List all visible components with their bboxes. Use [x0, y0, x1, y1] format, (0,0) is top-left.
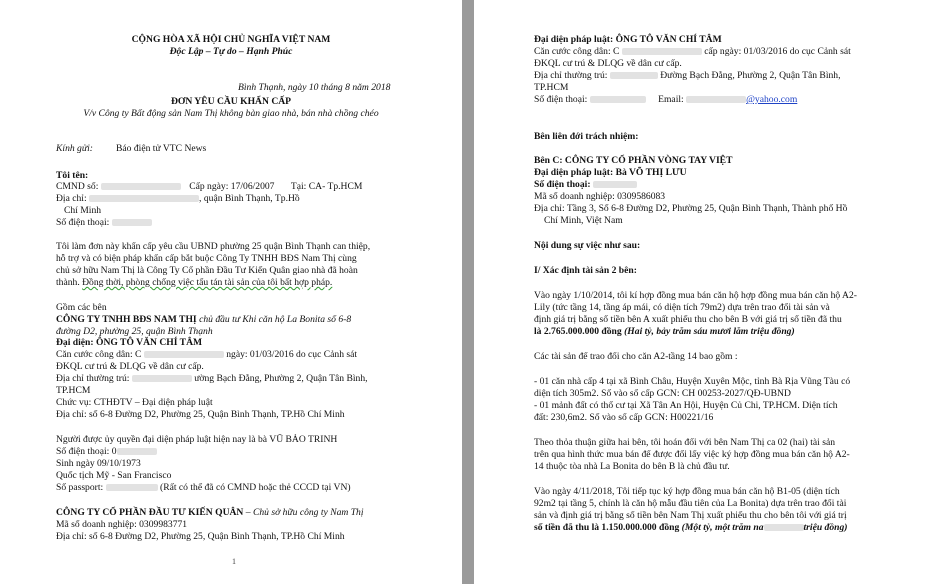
document-title: ĐƠN YÊU CẦU KHẨN CẤP: [170, 96, 292, 107]
paragraph-line: hỗ trợ và có biện pháp khẩn cấp bắt buộc Công Ty TNHH BĐS Nam Thị cùng: [56, 253, 357, 264]
phone-line-2: Số điện thoại: 0: [56, 446, 157, 458]
paragraph-line: chủ sở hữu Nam Thị là Công Ty Cổ phần Đầu Tư Kiến Quân giao nhà đã hoàn: [56, 265, 358, 276]
company-nam-thi: CÔNG TY TNHH BĐS NAM THỊ chủ đầu tư Khi căn hộ La Bonita số 6-8: [56, 314, 352, 325]
email-link[interactable]: @yahoo.com: [746, 94, 798, 105]
paragraph-line: - 01 căn nhà cấp 4 tại xã Bình Châu, Huyện Xuyên Mộc, tỉnh Bà Rịa Vũng Tàu có: [534, 376, 851, 387]
paragraph-line: Các tài sản để trao đổi cho căn A2-tầng 14 bao gồm :: [534, 351, 738, 362]
paragraph-line: đất: 230,6m2. Số vào sổ cấp GCN: H00221/16: [534, 412, 714, 423]
paragraph-line: Tôi làm đơn này khẩn cấp yêu cầu UBND phường 25 quận Bình Thạnh can thiệp,: [56, 241, 371, 252]
citizen-id-line: Căn cước công dân: C cấp ngày: 01/03/2016 do cục Cảnh sát: [534, 46, 851, 57]
business-code-line: Mã số doanh nghiệp: 0309983771: [56, 519, 188, 530]
id-card-line: CMND số: Cấp ngày: 17/06/2007 Tại: CA- Tp.HCM: [56, 181, 363, 192]
paragraph-line: diện tích 305m2. Số vào sổ cấp GCN: CH 00253-2027/QĐ-UBND: [534, 388, 791, 399]
redacted-phone: [590, 96, 646, 103]
address-line: Địa chỉ: , quận Bình Thạnh, Tp.Hồ: [56, 193, 300, 204]
redacted-phone: [112, 219, 152, 226]
authorized-person-line: Người được ủy quyền đại diện pháp luật hiện nay là bà VŨ BẢO TRINH: [56, 434, 338, 445]
issuer-line: ĐKQL cư trú & DLQG về dân cư cấp.: [534, 58, 682, 69]
redacted-email: [686, 96, 746, 103]
liable-party-heading: Bên liên đới trách nhiệm:: [534, 131, 639, 142]
paragraph-line: thành. Đồng thời, phòng chống việc tẩu tán tài sản của tôi bất hợp pháp.: [56, 277, 333, 288]
document-subject: V/v Công ty Bất động sản Nam Thị không bàn giao nhà, bán nhà chồng chéo: [83, 108, 379, 119]
redacted-phone: [117, 448, 157, 455]
paragraph-line: Theo thỏa thuận giữa hai bên, tôi hoán đổi với bên Nam Thị ca 02 (hai) tài sản: [534, 437, 836, 448]
birth-date-line: Sinh ngày 09/10/1973: [56, 458, 141, 469]
permanent-address-line: Địa chỉ thường trú: Đường Bạch Đằng, Phường 2, Quận Tân Bình,: [534, 70, 841, 81]
document-date: Bình Thạnh, ngày 10 tháng 8 năm 2018: [238, 82, 391, 93]
redacted-address: [89, 195, 199, 202]
company-address-line: Địa chỉ: số 6-8 Đường D2, Phường 25, Quận Bình Thạnh, TP.Hồ Chí Minh: [56, 409, 345, 420]
paragraph-line: Vào ngày 1/10/2014, tôi kí hợp đồng mua bán căn hộ hợp đồng mua bán căn hộ A2-: [534, 290, 857, 301]
document-page-left: [0, 0, 462, 584]
document-page-right: [474, 0, 940, 584]
paragraph-line: là 2.765.000.000 đồng (Hai tỷ, bảy trăm sáu mươi lăm triệu đồng): [534, 326, 795, 337]
paragraph-line: Lily (tức tầng 14, tầng áp mái, có diện tích 79m2) dựa trên trao đổi tài sản và: [534, 302, 830, 313]
paragraph-line: 92m2 tại tầng 5, chính là căn hộ mẫu đầu tiên của La Bonita) dựa trên trao đổi tài: [534, 498, 847, 509]
party-c-address-2: Chí Minh, Việt Nam: [544, 215, 623, 226]
paragraph-line: Vào ngày 4/11/2018, Tôi tiếp tục ký hợp đồng mua bán căn hộ B1-05 (diện tích: [534, 486, 840, 497]
representative-line: Đại diện: ÔNG TÔ VĂN CHÍ TÂM: [56, 337, 203, 348]
city-line: TP.HCM: [56, 385, 91, 396]
paragraph-line: - 01 mảnh đất có thổ cư tại Xã Tân An Hội, Huyện Củ Chi, TP.HCM. Diện tích: [534, 400, 838, 411]
redacted-text: [764, 524, 804, 531]
paragraph-line: sản và định giá trị bằng số tiền bên Nam Thị xuất phiếu thu cho bên tôi với giá trị: [534, 510, 847, 521]
page-number: 1: [232, 557, 236, 566]
party-c-phone: Số điện thoại:: [534, 179, 637, 191]
business-code-line: Mã số doanh nghiệp: 0309586083: [534, 191, 666, 202]
phone-line: Số điện thoại:: [56, 217, 152, 229]
redacted-phone: [593, 181, 637, 188]
paragraph-line: số tiền đã thu là 1.150.000.000 đồng (Một tỷ, một trăm na triệu đồng): [534, 522, 848, 533]
kien-quan-address-line: Địa chỉ: số 6-8 Đường D2, Phường 25, Quận Bình Thạnh, TP.Hồ Chí Minh: [56, 531, 345, 542]
company-nam-thi-address: đường D2, phường 25, quận Bình Thạnh: [56, 326, 213, 337]
redacted-street: [132, 375, 192, 382]
citizen-id-line: Căn cước công dân: C ngày: 01/03/2016 do cục Cảnh sát: [56, 349, 358, 360]
position-line: Chức vụ: CTHĐTV – Đại diện pháp luật: [56, 397, 213, 408]
contact-line: Số điện thoại: Email: @yahoo.com: [534, 94, 798, 105]
name-label: Tôi tên:: [56, 170, 89, 181]
city-line: TP.HCM: [534, 82, 569, 93]
redacted-passport: [106, 484, 158, 491]
redacted-citizen-id: [144, 351, 224, 358]
recipient-label: Kính gửi:: [56, 143, 93, 154]
issuer-line: ĐKQL cư trú & DLQG về dân cư cấp.: [56, 361, 204, 372]
party-c-line: Bên C: CÔNG TY CỔ PHẦN VÒNG TAY VIỆT: [534, 155, 733, 166]
redacted-street: [610, 72, 658, 79]
content-heading: Nội dung sự việc như sau:: [534, 240, 641, 251]
passport-line: Số passport: (Rất có thể đã có CMND hoặc thẻ CCCD tại VN): [56, 482, 351, 493]
parties-heading: Gồm các bên: [56, 302, 107, 313]
party-c-address: Địa chỉ: Tầng 3, Số 6-8 Đường D2, Phường 25, Quận Bình Thạnh, Thành phố Hồ: [534, 203, 848, 214]
paragraph-line: định giá trị bằng số tiền bên A xuất phiếu thu cho bên B với giá trị số tiền đã thu: [534, 314, 842, 325]
national-motto: Độc Lập – Tự do – Hạnh Phúc: [169, 46, 293, 57]
party-c-representative: Đại diện pháp luật: Bà VÕ THỊ LƯU: [534, 167, 687, 178]
legal-representative-line: Đại diện pháp luật: ÔNG TÔ VĂN CHÍ TÂM: [534, 34, 722, 45]
paragraph-line: trên qua hình thức mua bán để được đổi lấy việc ký hợp đồng mua bán căn hộ A2-: [534, 449, 850, 460]
recipient-value: Báo điện tử VTC News: [116, 143, 207, 154]
redacted-id: [101, 183, 181, 190]
nationality-line: Quốc tịch Mỹ - San Francisco: [56, 470, 172, 481]
national-header: CỘNG HÒA XÃ HỘI CHỦ NGHĨA VIỆT NAM: [131, 34, 331, 45]
page-divider: [462, 0, 474, 584]
company-kien-quan: CÔNG TY CỔ PHẦN ĐẦU TƯ KIẾN QUÂN – Chủ sở hữu công ty Nam Thị: [56, 507, 364, 518]
section-heading: I/ Xác định tài sản 2 bên:: [534, 265, 637, 276]
paragraph-line: 14 thuộc tòa nhà La Bonita do bên B là chủ đầu tư.: [534, 461, 730, 472]
permanent-address-line: Địa chỉ thường trú: ường Bạch Đằng, Phường 2, Quận Tân Bình,: [56, 373, 368, 384]
redacted-citizen-id: [622, 48, 702, 55]
address-line-2: Chí Minh: [64, 205, 102, 216]
